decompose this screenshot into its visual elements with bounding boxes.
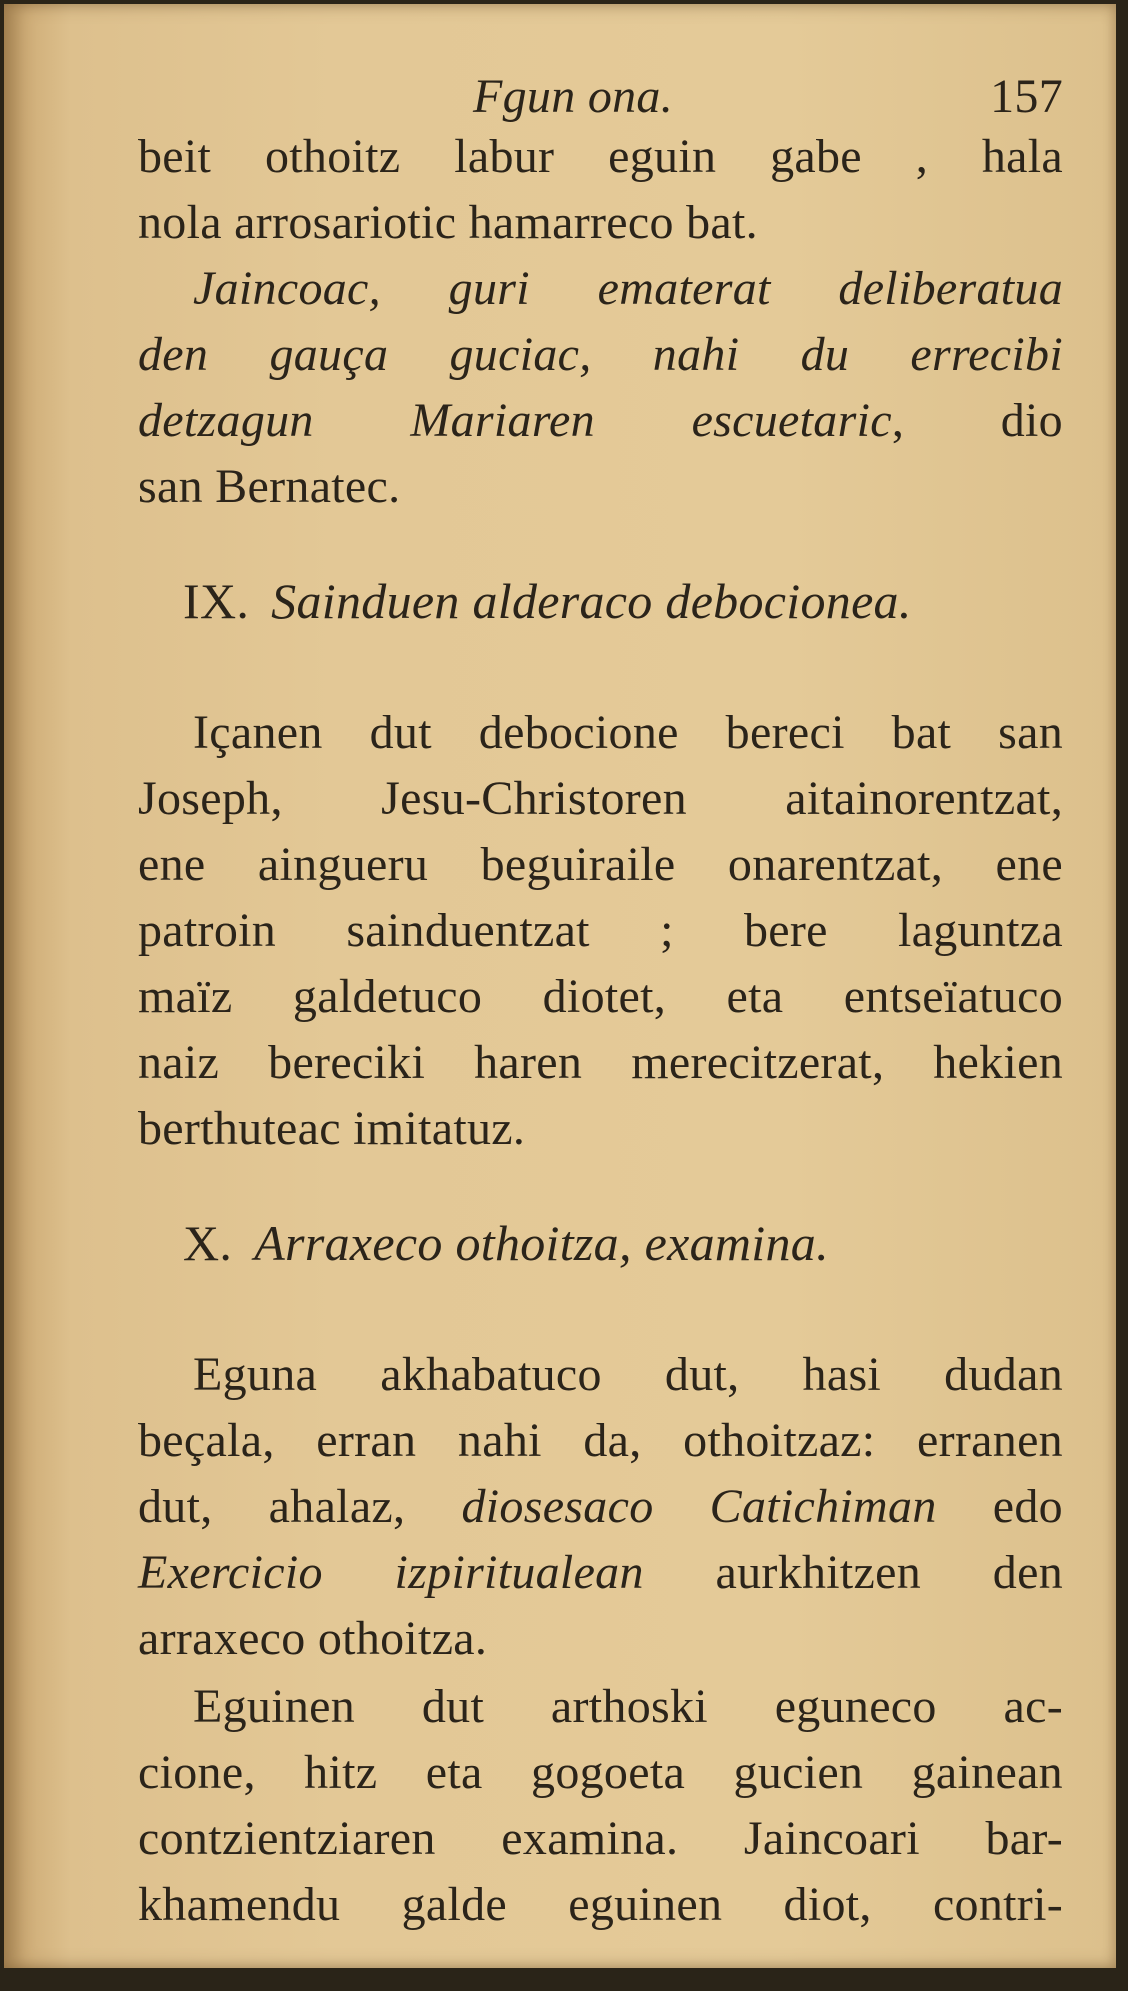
running-title: Fgun ona. [473, 70, 674, 123]
text-line: Eguna akhabatuco dut, hasi dudan [193, 1348, 1063, 1401]
page-number: 157 [990, 70, 1063, 123]
section-number: X. [183, 1215, 233, 1271]
section-heading-x [138, 1210, 1063, 1276]
paragraph [138, 1342, 1063, 1672]
text-line: beçala, erran nahi da, othoitzaz: erranen [138, 1414, 1063, 1467]
text-line: Içanen dut debocione bereci bat san [193, 706, 1063, 759]
text-line [138, 1474, 1063, 1540]
text-line [138, 388, 1063, 454]
paragraph [138, 1674, 1063, 1938]
section-title: Sainduen alderaco debocionea. [271, 573, 912, 629]
italic-run: diosesaco Catichiman [461, 1480, 937, 1533]
page-content [138, 66, 1063, 1938]
text-line: den gauça guciac, nahi du errecibi [138, 328, 1063, 381]
text-line: Joseph, Jesu-Christoren aitainorentzat, [138, 772, 1063, 825]
text-line: ene aingueru beguiraile onarentzat, ene [138, 838, 1063, 891]
paragraph [138, 700, 1063, 1162]
text-line: berthuteac imitatuz. [138, 1102, 526, 1155]
text-line: contzientziaren examina. Jaincoari bar- [138, 1812, 1063, 1865]
text-line: patroin sainduentzat ; bere laguntza [138, 904, 1063, 957]
text-line: san Bernatec. [138, 460, 401, 513]
text-run: edo [992, 1480, 1063, 1533]
text-line: khamendu galde eguinen diot, contri- [138, 1878, 1063, 1931]
section-heading-ix [138, 568, 1063, 634]
section-number: IX. [183, 573, 250, 629]
text-line: Eguinen dut arthoski eguneco ac- [193, 1680, 1063, 1733]
text-line: cione, hitz eta gogoeta gucien gainean [138, 1746, 1063, 1799]
paragraph-continuation [138, 124, 1063, 256]
italic-run: detzagun Mariaren escuetaric [138, 394, 892, 447]
italic-run: Exercicio izpiritualean [138, 1546, 644, 1599]
text-line: Jaincoac, guri ematerat deliberatua [193, 262, 1063, 315]
page-header [138, 66, 1063, 124]
text-line [138, 1540, 1063, 1606]
text-line: beit othoitz labur eguin gabe , hala [138, 130, 1063, 183]
paragraph-quote [138, 256, 1063, 520]
book-page [4, 4, 1116, 1968]
section-title: Arraxeco othoitza, examina. [254, 1215, 829, 1271]
text-run: , dio [891, 394, 1063, 447]
text-line: maïz galdetuco diotet, eta entseïatuco [138, 970, 1063, 1023]
text-line: nola arrosariotic hamarreco bat. [138, 196, 758, 249]
text-run: dut, ahalaz, [138, 1480, 406, 1533]
text-line: naiz bereciki haren merecitzerat, hekien [138, 1036, 1063, 1089]
text-run: aurkhitzen den [715, 1546, 1063, 1599]
text-line: arraxeco othoitza. [138, 1612, 488, 1665]
